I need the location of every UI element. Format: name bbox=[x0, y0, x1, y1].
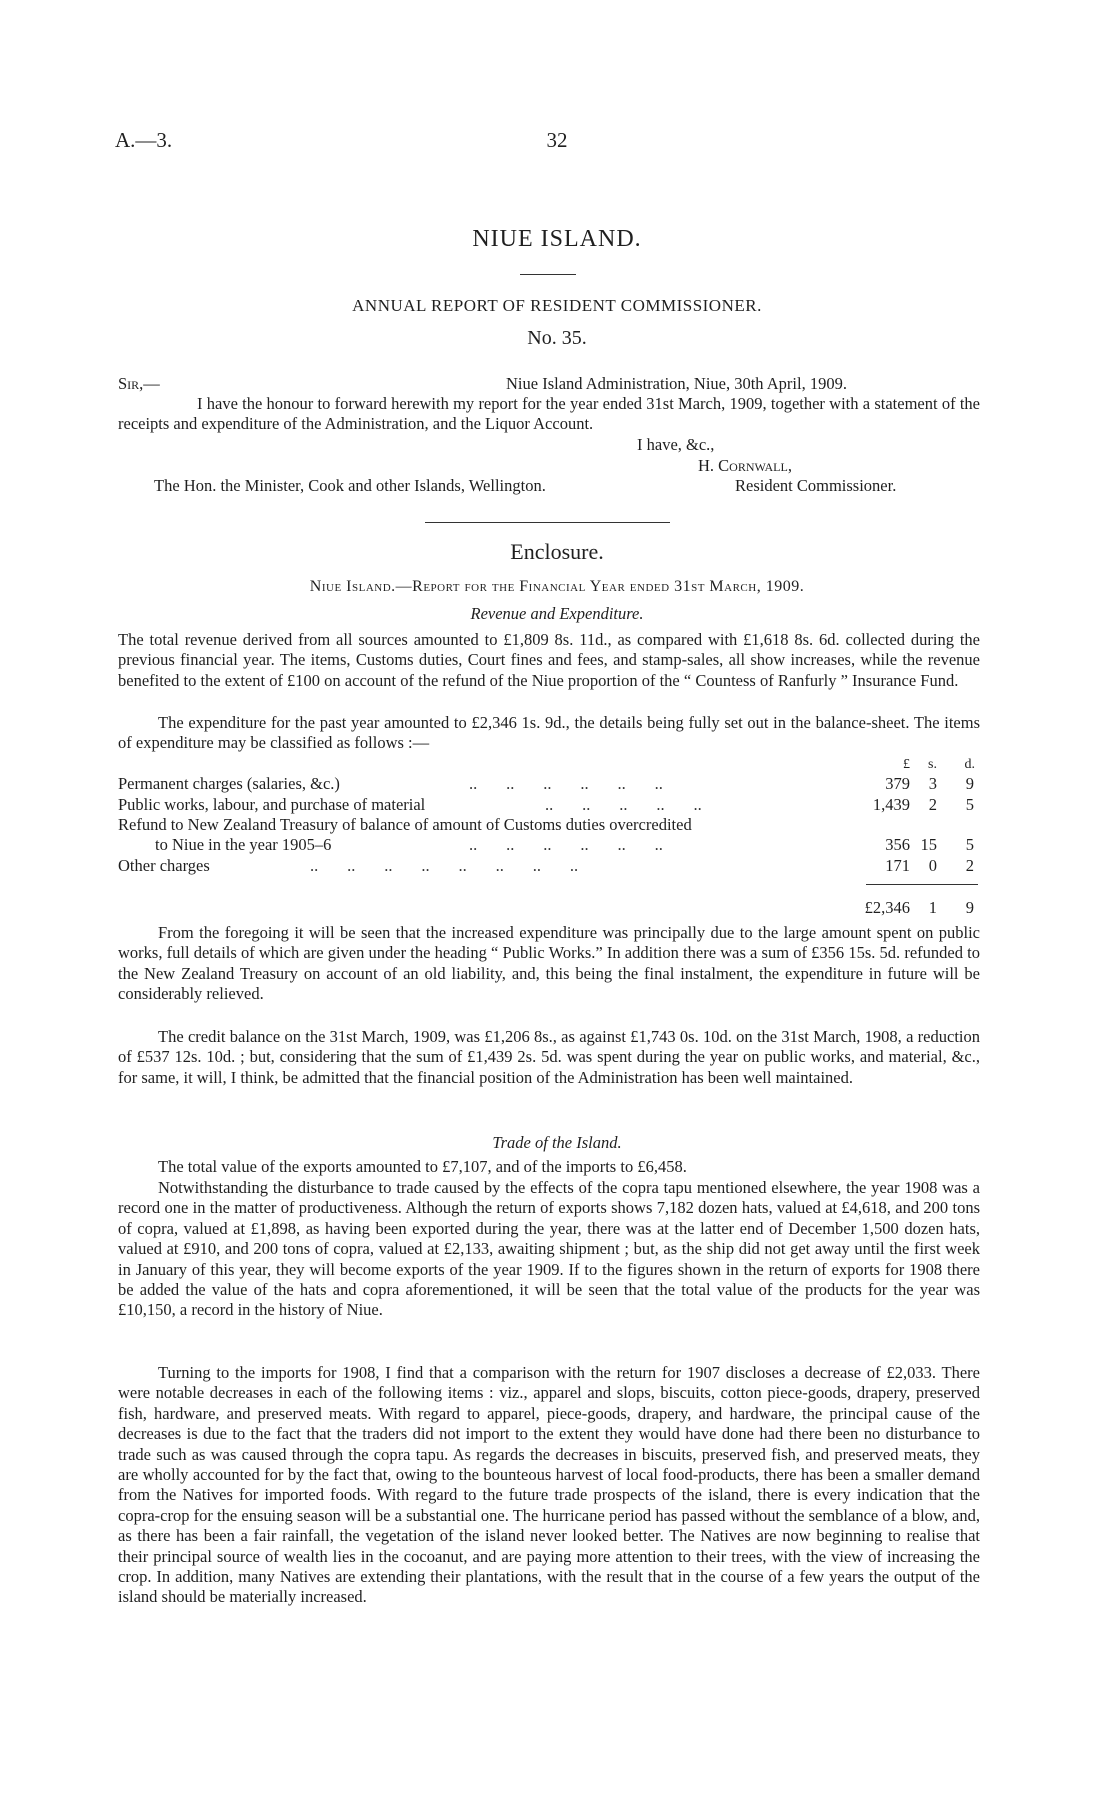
report-title: Niue Island.—Report for the Financial Year ended 31st March, 1909. bbox=[309, 578, 805, 595]
row-pence: 5 bbox=[965, 795, 974, 814]
row-shillings: 2 bbox=[928, 795, 937, 814]
row-shillings: 0 bbox=[928, 856, 937, 875]
total-pounds: £2,346 bbox=[864, 898, 910, 917]
paragraph-foregoing: From the foregoing it will be seen that the increased expenditure was principally due to the large amount spent on public works, full details of which are given under the heading “ Public Works.” In addition there was a sum of £356 15s. 5d. refunded to the New Zealand Treasury on account of an old liability, and, this being the final instalment, the expenditure in future will be considerably relieved. bbox=[118, 923, 980, 1004]
leader-dots: .. .. .. .. .. .. bbox=[469, 835, 663, 854]
row-pounds: 1,439 bbox=[872, 795, 910, 814]
letter-addressee: The Hon. the Minister, Cook and other Islands, Wellington. bbox=[154, 476, 546, 495]
total-pence: 9 bbox=[965, 898, 974, 917]
column-header-shillings: s. bbox=[928, 757, 937, 772]
signer-title: Resident Commissioner. bbox=[735, 476, 897, 495]
row-pounds: 356 bbox=[885, 835, 910, 854]
paragraph-imports: Turning to the imports for 1908, I find that a comparison with the return for 1907 discloses a decrease of £2,033. There were notable decreases in each of the following items : viz., apparel and slops, biscuits, cotton piece-goods, drapery, preserved fish, hardware, and preserved meats. With regard to apparel, piece-goods, drapery, and hardware, the principal cause of the decreases is due to the fact that the traders did not import to the extent they would have done had there been no disturbance to trade such as was caused through the copra tapu. As regards the decreases in biscuits, preserved fish, and preserved meats, they are wholly accounted for by the fact that, owing to the bounteous harvest of local food-products, there has been a smaller demand from the Natives for imported foods. With regard to the future trade prospects of the island, there is every indication that the copra-crop for the ensuing season will be a substantial one. The hurricane period has passed without the semblance of a blow, and, as there has been a fair rainfall, the vegetation of the island never looked better. The Natives are now beginning to realise that their principal source of wealth lies in the cocoanut, and are paying more attention to their trees, with the view of increasing the crop. In addition, many Natives are extending their plantations, with the result that in the course of a few years the output of the island should be materially increased. bbox=[118, 1363, 980, 1607]
page-title: NIUE ISLAND. bbox=[472, 226, 642, 252]
letter-signature: H. Cornwall, bbox=[698, 456, 792, 475]
leader-dots: .. .. .. .. .. .. .. .. bbox=[310, 856, 579, 875]
letter-closing: I have, &c., bbox=[637, 435, 715, 454]
row-pounds: 171 bbox=[885, 856, 910, 875]
leader-dots: .. .. .. .. .. bbox=[545, 795, 702, 814]
row-shillings: 3 bbox=[928, 774, 937, 793]
row-pence: 9 bbox=[965, 774, 974, 793]
row-pence: 5 bbox=[965, 835, 974, 854]
row-label: Refund to New Zealand Treasury of balance of amount of Customs duties overcredited bbox=[118, 815, 692, 834]
letter-address-date: Niue Island Administration, Niue, 30th April, 1909. bbox=[506, 374, 847, 393]
section-rule bbox=[425, 522, 670, 523]
row-label: Public works, labour, and purchase of material bbox=[118, 795, 426, 814]
leader-dots: .. .. .. .. .. .. bbox=[469, 774, 663, 793]
title-rule bbox=[520, 274, 576, 275]
row-label-continuation: to Niue in the year 1905–6 bbox=[155, 835, 332, 854]
document-reference: A.—3. bbox=[115, 128, 173, 152]
letter-salutation: Sir,— bbox=[118, 374, 160, 393]
report-number: No. 35. bbox=[527, 327, 587, 349]
paragraph-credit-balance: The credit balance on the 31st March, 1909, was £1,206 8s., as against £1,743 0s. 10d. on the 31st March, 1908, a reduction of £537 12s. 10d. ; but, considering that the sum of £1,439 2s. 5d. was spent during the year on public works, and material, &c., for same, it will, I think, be admitted that the financial position of the Administration has been well maintained. bbox=[118, 1027, 980, 1087]
total-shillings: 1 bbox=[928, 898, 937, 917]
paragraph-exports: Notwithstanding the disturbance to trade caused by the effects of the copra tapu mentioned elsewhere, the year 1908 was a record one in the matter of productiveness. Although the return of exports shows 7,182 dozen hats, valued at £4,618, and 200 tons of copra, valued at £1,898, as having been exported during the year, there was at the latter end of December 1,500 dozen hats, valued at £910, and 200 tons of copra, valued at £2,133, awaiting shipment ; but, as the ship did not get away until the first week in January of this year, they will become exports of the year 1909. If to the figures shown in the return of exports for 1908 there be added the value of the hats and copra aforementioned, it will be seen that the total value of the products for the year was £10,150, a record in the history of Niue. bbox=[118, 1178, 980, 1320]
row-shillings: 15 bbox=[920, 835, 937, 854]
row-label: Permanent charges (salaries, &c.) bbox=[118, 774, 340, 793]
row-pence: 2 bbox=[965, 856, 974, 875]
row-label: Other charges bbox=[118, 856, 210, 875]
paragraph-exports-total: The total value of the exports amounted to £7,107, and of the imports to £6,458. bbox=[158, 1157, 687, 1176]
total-rule bbox=[866, 884, 978, 885]
page-number: 32 bbox=[546, 128, 568, 152]
section-heading-trade: Trade of the Island. bbox=[492, 1133, 622, 1152]
enclosure-heading: Enclosure. bbox=[510, 539, 604, 564]
column-header-pence: d. bbox=[964, 757, 975, 772]
letter-body: I have the honour to forward herewith my report for the year ended 31st March, 1909, together with a statement of the receipts and expenditure of the Administration, and the Liquor Account. bbox=[118, 394, 980, 434]
column-header-pounds: £ bbox=[903, 757, 910, 772]
section-heading-revenue: Revenue and Expenditure. bbox=[470, 604, 644, 623]
report-subtitle: ANNUAL REPORT OF RESIDENT COMMISSIONER. bbox=[352, 296, 762, 315]
paragraph-revenue: The total revenue derived from all sources amounted to £1,809 8s. 11d., as compared with £1,618 8s. 6d. collected during the previous financial year. The items, Customs duties, Court fines and fees, and stamp-sales, all show increases, while the revenue benefited to the extent of £100 on account of the refund of the Niue proportion of the “ Countess of Ranfurly ” Insurance Fund. bbox=[118, 630, 980, 690]
row-pounds: 379 bbox=[885, 774, 910, 793]
paragraph-expenditure: The expenditure for the past year amounted to £2,346 1s. 9d., the details being fully set out in the balance-sheet. The items of expenditure may be classified as follows :— bbox=[118, 713, 980, 753]
